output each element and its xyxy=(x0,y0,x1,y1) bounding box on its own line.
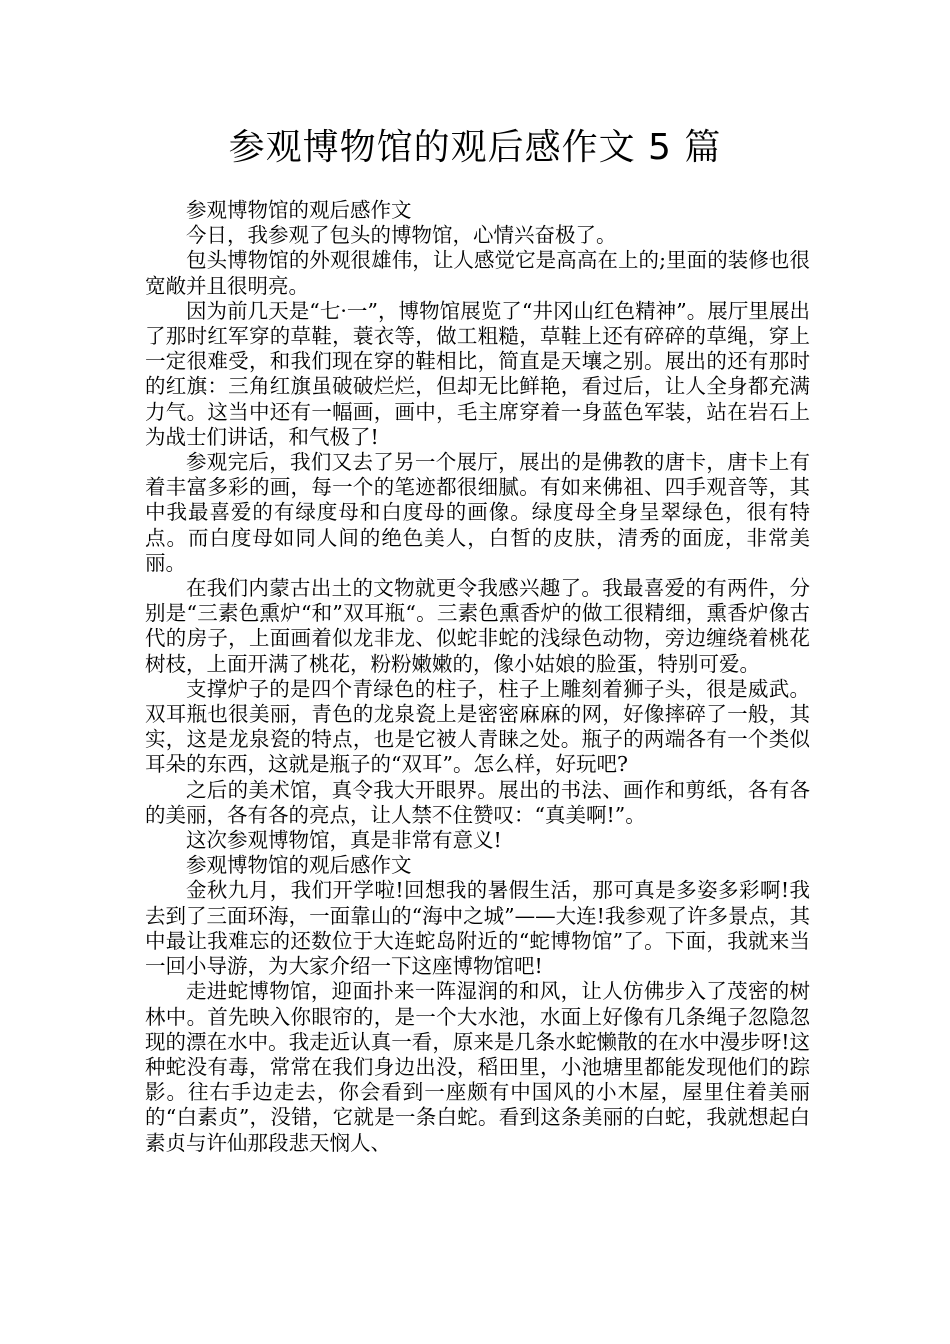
document-title: 参观博物馆的观后感作文 5 篇 xyxy=(228,127,722,168)
paragraph: 因为前几天是“七·一”，博物馆展览了“井冈山红色精神”。展厅里展出了那时红军穿的草鞋，蓑衣等，做工粗糙，草鞋上还有碎碎的草绳，穿上一定很难受，和我们现在穿的鞋相比，简直是天壤之别。展出的还有那时的红旗：三角红旗虽破破烂烂，但却无比鲜艳，看过后，让人全身都充满力气。这当中还有一幅画，画中，毛主席穿着一身蓝色军装，站在岩石上为战士们讲话，和气极了! xyxy=(145,298,810,449)
paragraph: 参观博物馆的观后感作文 xyxy=(186,853,412,878)
document-body xyxy=(145,198,810,1156)
paragraph: 这次参观博物馆，真是非常有意义! xyxy=(186,828,502,853)
paragraph: 包头博物馆的外观很雄伟，让人感觉它是高高在上的;里面的装修也很宽敞并且很明亮。 xyxy=(145,248,810,298)
paragraph: 参观完后，我们又去了另一个展厅，展出的是佛教的唐卡，唐卡上有着丰富多彩的画，每一个的笔迹都很细腻。有如来佛祖、四手观音等，其中我最喜爱的有绿度母和白度母的画像。绿度母全身呈翠绿色，很有特点。而白度母如同人间的绝色美人，白皙的皮肤，清秀的面庞，非常美丽。 xyxy=(145,450,810,575)
paragraph: 之后的美术馆，真令我大开眼界。展出的书法、画作和剪纸，各有各的美丽，各有各的亮点，让人禁不住赞叹：“真美啊!”。 xyxy=(145,777,810,827)
paragraph: 走进蛇博物馆，迎面扑来一阵湿润的和风，让人仿佛步入了茂密的树林中。首先映入你眼帘的，是一个大水池，水面上好像有几条绳子忽隐忽现的漂在水中。我走近认真一看，原来是几条水蛇懒散的在水中漫步呀!这种蛇没有毒，常常在我们身边出没，稻田里，小池塘里都能发现他们的踪影。往右手边走去，你会看到一座颇有中国风的小木屋，屋里住着美丽的“白素贞”，没错，它就是一条白蛇。看到这条美丽的白蛇，我就想起白素贞与许仙那段悲天悯人、 xyxy=(145,979,810,1155)
paragraph: 在我们内蒙古出土的文物就更令我感兴趣了。我最喜爱的有两件，分别是“三素色熏炉“和”双耳瓶“。三素色熏香炉的做工很精细，熏香炉像古代的房子，上面画着似龙非龙、似蛇非蛇的浅绿色动物，旁边缠绕着桃花树枝，上面开满了桃花，粉粉嫩嫩的，像小姑娘的脸蛋，特别可爱。 xyxy=(145,576,810,676)
paragraph: 支撑炉子的是四个青绿色的柱子，柱子上雕刻着狮子头，很是威武。双耳瓶也很美丽，青色的龙泉瓷上是密密麻麻的网，好像摔碎了一般，其实，这是龙泉瓷的特点，也是它被人青睐之处。瓶子的两端各有一个类似耳朵的东西，这就是瓶子的“双耳”。怎么样，好玩吧? xyxy=(145,676,810,777)
paragraph: 金秋九月，我们开学啦!回想我的暑假生活，那可真是多姿多彩啊!我去到了三面环海，一面靠山的“海中之城”——大连!我参观了许多景点，其中最让我难忘的还数位于大连蛇岛附近的“蛇博物馆”了。下面，我就来当一回小导游，为大家介绍一下这座博物馆吧! xyxy=(145,878,810,979)
paragraph: 今日，我参观了包头的博物馆，心情兴奋极了。 xyxy=(186,223,617,248)
paragraph: 参观博物馆的观后感作文 xyxy=(186,198,412,222)
